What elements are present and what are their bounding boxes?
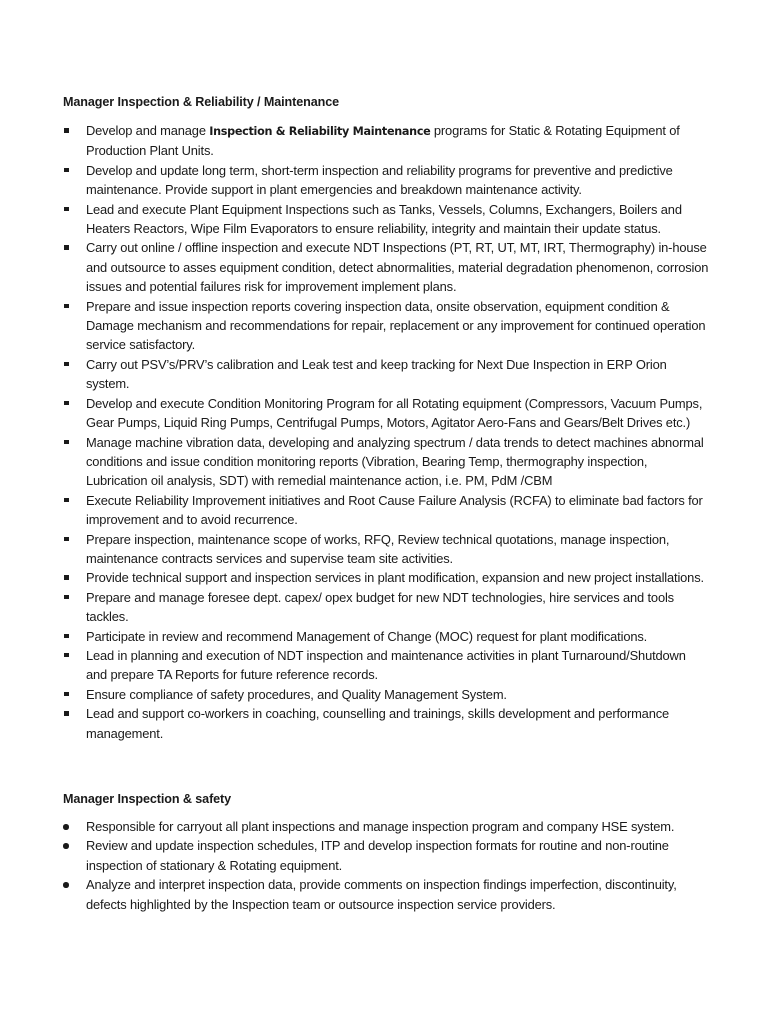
square-bullet-icon bbox=[63, 433, 73, 452]
list-item bbox=[63, 588, 709, 627]
list-item bbox=[63, 161, 709, 200]
bullet-list bbox=[63, 121, 709, 743]
list-item bbox=[63, 627, 709, 646]
list-item bbox=[63, 121, 709, 161]
list-item bbox=[63, 836, 709, 875]
list-item-text: Lead in planning and execution of NDT inspection and maintenance activities in plant Turnaround/Shutdown and prepare TA Reports for future reference records. bbox=[86, 647, 686, 683]
list-item-text: Develop and manage bbox=[86, 123, 210, 138]
list-item bbox=[63, 297, 709, 355]
list-item bbox=[63, 238, 709, 296]
list-item-text: Manage machine vibration data, developing and analyzing spectrum / data trends to detect machines abnormal conditions and issue condition monitoring reports (Vibration, Bearing Temp, thermography inspection, Lubrication oil analysis, SDT) with remedial maintenance action, i.e. PM, PdM /CBM bbox=[86, 434, 704, 489]
list-item-text: Review and update inspection schedules, ITP and develop inspection formats for routine and non-routine inspection of stationary & Rotating equipment. bbox=[86, 838, 669, 873]
list-item bbox=[63, 394, 709, 433]
list-item-text: Ensure compliance of safety procedures, and Quality Management System. bbox=[86, 686, 507, 702]
square-bullet-icon bbox=[63, 394, 73, 413]
section-heading: Manager Inspection & safety bbox=[63, 792, 232, 806]
list-item bbox=[63, 685, 709, 704]
round-bullet-icon bbox=[63, 875, 73, 894]
list-item-text: Prepare and manage foresee dept. capex/ opex budget for new NDT technologies, hire services and tools tackles. bbox=[86, 589, 674, 625]
list-item bbox=[63, 433, 709, 491]
list-item-text: Carry out PSV’s/PRV’s calibration and Leak test and keep tracking for Next Due Inspection in ERP Orion system. bbox=[86, 356, 667, 392]
section-inspection-safety bbox=[63, 790, 709, 914]
list-item bbox=[63, 200, 709, 239]
list-item-text: Lead and support co-workers in coaching, counselling and trainings, skills development and performance management. bbox=[86, 706, 670, 741]
square-bullet-icon bbox=[63, 627, 73, 646]
square-bullet-icon bbox=[63, 530, 73, 549]
list-item bbox=[63, 355, 709, 394]
round-bullet-icon bbox=[63, 817, 73, 836]
square-bullet-icon bbox=[63, 685, 73, 704]
square-bullet-icon bbox=[63, 297, 73, 316]
section-inspection-reliability bbox=[63, 93, 709, 743]
list-item bbox=[63, 817, 709, 836]
square-bullet-icon bbox=[63, 568, 73, 587]
list-item-text: Provide technical support and inspection services in plant modification, expansion and new project installations. bbox=[86, 570, 704, 586]
section-heading: Manager Inspection & Reliability / Maintenance bbox=[63, 95, 340, 109]
bullet-list bbox=[63, 817, 709, 914]
list-item bbox=[63, 704, 709, 743]
list-item bbox=[63, 491, 709, 530]
list-item-text: Participate in review and recommend Management of Change (MOC) request for plant modifications. bbox=[86, 628, 648, 644]
list-item bbox=[63, 875, 709, 914]
list-item-text: Execute Reliability Improvement initiatives and Root Cause Failure Analysis (RCFA) to eliminate bad factors for improvement and to avoid recurrence. bbox=[86, 492, 703, 528]
square-bullet-icon bbox=[63, 200, 73, 219]
square-bullet-icon bbox=[63, 491, 73, 510]
list-item-text: Analyze and interpret inspection data, provide comments on inspection findings imperfection, discontinuity, defects highlighted by the Inspection team or outsource inspection service providers. bbox=[86, 877, 677, 912]
list-item bbox=[63, 530, 709, 569]
list-item-text: Responsible for carryout all plant inspections and manage inspection program and company HSE system. bbox=[86, 819, 675, 834]
list-item-text: Develop and execute Condition Monitoring Program for all Rotating equipment (Compressors, Vacuum Pumps, Gear Pumps, Liquid Ring Pumps, Centrifugal Pumps, Motors, Agitator Aero-Fans and Gears/Belt Drives etc.) bbox=[86, 395, 703, 431]
list-item bbox=[63, 568, 709, 587]
square-bullet-icon bbox=[63, 121, 73, 140]
list-item-text: Develop and update long term, short-term inspection and reliability programs for preventive and predictive maintenance. Provide support in plant emergencies and breakdown maintenance activity. bbox=[86, 162, 673, 198]
round-bullet-icon bbox=[63, 836, 73, 855]
square-bullet-icon bbox=[63, 161, 73, 180]
square-bullet-icon bbox=[63, 704, 73, 723]
square-bullet-icon bbox=[63, 588, 73, 607]
list-item bbox=[63, 646, 709, 685]
list-item-emphasis: Inspection & Reliability Maintenance bbox=[209, 125, 431, 138]
square-bullet-icon bbox=[63, 355, 73, 374]
list-item-text: programs for Static & Rotating Equipment of Production Plant Units. bbox=[86, 123, 680, 159]
square-bullet-icon bbox=[63, 646, 73, 665]
list-item-text: Prepare inspection, maintenance scope of works, RFQ, Review technical quotations, manage inspection, maintenance contracts services and supervise team site activities. bbox=[86, 531, 670, 566]
list-item-text: Carry out online / offline inspection and execute NDT Inspections (PT, RT, UT, MT, IRT, Thermography) in-house and outsource to asses equipment condition, detect abnormalities, material degradation phenomenon, corrosion issues and potential failures risk for improvement implement plans. bbox=[86, 240, 709, 295]
list-item-text: Lead and execute Plant Equipment Inspections such as Tanks, Vessels, Columns, Exchangers, Boilers and Heaters Reactors, Wipe Film Evaporators to ensure reliability, integrity and maintain their update status. bbox=[86, 201, 682, 237]
square-bullet-icon bbox=[63, 238, 73, 257]
list-item-text: Prepare and issue inspection reports covering inspection data, onsite observation, equipment condition & Damage mechanism and recommendations for repair, replacement or any improvement for continued operation service satisfactory. bbox=[86, 298, 706, 353]
